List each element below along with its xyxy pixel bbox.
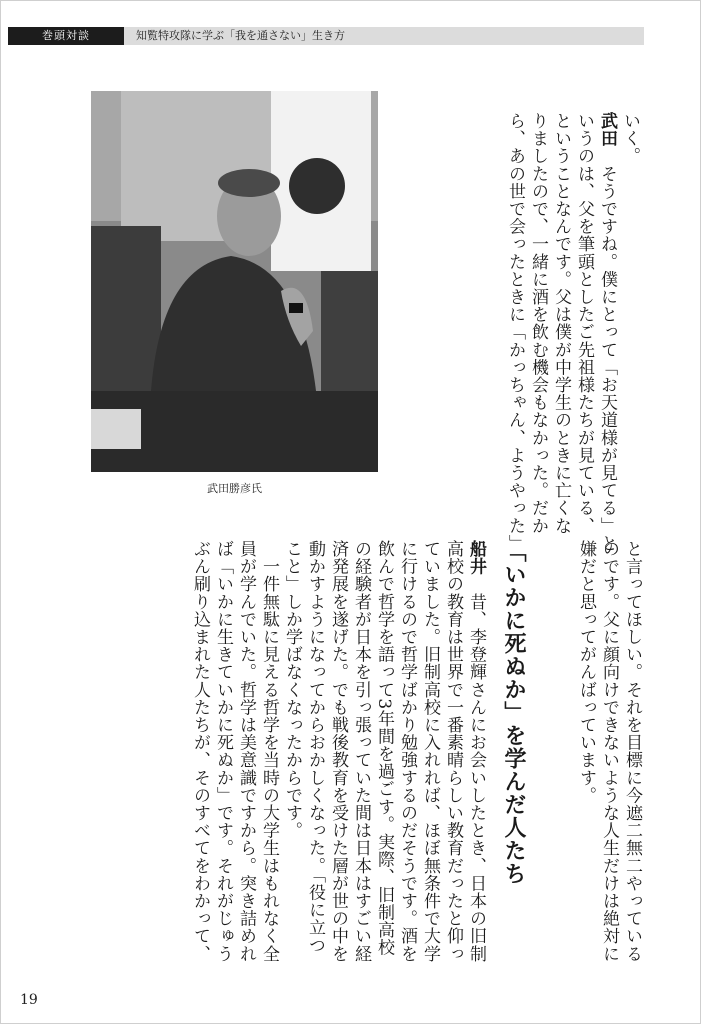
header-label: 巻頭対談 xyxy=(8,27,124,45)
text-line: 嫌だと思ってがんばっています。 xyxy=(576,540,596,804)
header-title: 知覧特攻隊に学ぶ「我を通さない」生き方 xyxy=(136,29,345,42)
text-line: 済発展を遂げた。でも戦後教育を受けた層が世の中を xyxy=(328,540,348,963)
portrait-illustration xyxy=(91,91,378,472)
speaker-name: 武田 xyxy=(597,112,617,148)
text-line: の経験者が日本を引っ張っていた間は日本はすごい経 xyxy=(351,540,371,963)
text-line: ら、あの世で会ったときに「かっちゃん、ようやった」 xyxy=(505,112,525,552)
text-line: 昔、李登輝さんにお会いしたとき、日本の旧制 xyxy=(466,592,486,963)
text-line: と言ってほしい。それを目標に今遮二無二やっている xyxy=(622,540,642,963)
text-line: ぶん刷り込まれた人たちが、そのすべてをわかって、 xyxy=(190,540,210,963)
text-line: りましたので、一緒に酒を飲む機会もなかった。だか xyxy=(528,112,548,535)
text-line: いうのは、父を筆頭としたご先祖様たちが見ている、 xyxy=(574,112,594,535)
upper-text-block xyxy=(503,112,641,553)
text-line: 飲んで哲学を語って3年間を過ごす。実際、旧制高校 xyxy=(374,540,394,957)
lower-right-text-block xyxy=(574,540,643,963)
text-line: ていました。旧制高校に入れれば、ほぼ無条件で大学 xyxy=(420,540,440,963)
photo-caption: 武田勝彦氏 xyxy=(207,482,262,495)
text-line: ということなんです。父は僕が中学生のときに亡くな xyxy=(551,112,571,535)
section-heading: 「いかに死ぬか」を学んだ人たち xyxy=(501,540,526,885)
text-line: に行けるので哲学ばかり勉強するのだそうです。酒を xyxy=(397,540,417,963)
text-line: いく。 xyxy=(620,112,640,165)
lower-left-text-block xyxy=(188,540,487,963)
portrait-photo xyxy=(91,91,378,472)
text-line: のです。父に顔向けできないような人生だけは絶対に xyxy=(599,540,619,963)
page-number: 19 xyxy=(20,992,38,1008)
text-line: そうですね。僕にとって「お天道様が見てる」と xyxy=(597,164,617,553)
text-line-with-speaker xyxy=(595,112,618,553)
text-line: 動かすようになってからおかしくなった。「役に立つ xyxy=(305,540,325,954)
speaker-name: 船井 xyxy=(466,540,486,576)
running-header xyxy=(8,27,644,45)
text-line-with-speaker xyxy=(464,540,487,963)
text-line: 高校の教育は世界で一番素晴らしい教育だったと仰っ xyxy=(443,540,463,963)
text-line: 員が学んでいた。哲学は美意識ですから。突き詰めれ xyxy=(236,540,256,963)
text-line: ば「いかに生きていかに死ぬか」です。それがじゅう xyxy=(213,540,233,963)
text-line: こと」しか学ばなくなったからです。 xyxy=(282,540,302,840)
text-line: 一件無駄に見える哲学を当時の大学生はもれなく全 xyxy=(259,540,279,963)
